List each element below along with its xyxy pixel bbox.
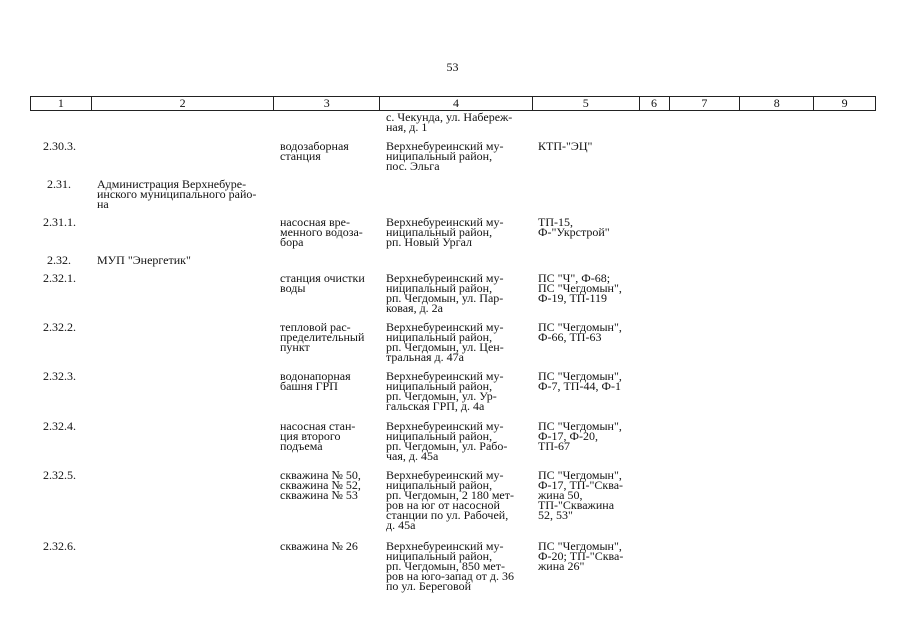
table-row xyxy=(30,141,876,179)
row-organization: Администрация Верхнебуре- инского муниципального райо- на xyxy=(97,177,257,211)
row-power-source: ПС "Чегдомын", Ф-17, ТП-"Сква- жина 50, ТП-"Скважина 52, 53" xyxy=(538,468,624,522)
row-number: 2.32.1. xyxy=(43,271,76,285)
row-power-source: ПС "Ч", Ф-68; ПС "Чегдомын", Ф-19, ТП-119 xyxy=(538,271,622,305)
row-address: Верхнебуреинский му- ниципальный район, рп. Чегдомын, ул. Ур- гальская ГРП, д. 4а xyxy=(386,369,504,413)
row-number: 2.30.3. xyxy=(43,139,76,153)
header-col-2: 2 xyxy=(92,97,275,110)
row-power-source: ПС "Чегдомын", Ф-17, Ф-20, ТП-67 xyxy=(538,419,622,453)
row-number: 2.32. xyxy=(47,253,71,267)
row-address: Верхнебуреинский му- ниципальный район, рп. Новый Ургал xyxy=(386,215,504,249)
table-row xyxy=(30,112,876,141)
header-col-8: 8 xyxy=(740,97,814,110)
table-row xyxy=(30,322,876,371)
row-number: 2.32.2. xyxy=(43,320,76,334)
table-body xyxy=(30,112,876,601)
header-col-6: 6 xyxy=(640,97,670,110)
row-address: Верхнебуреинский му- ниципальный район, рп. Чегдомын, 2 180 мет- ров на юг от насосной станции по ул. Рабочей, д. 45а xyxy=(386,468,514,532)
header-col-5: 5 xyxy=(533,97,640,110)
table-header xyxy=(30,96,876,111)
header-col-1: 1 xyxy=(31,97,92,110)
table-row xyxy=(30,371,876,421)
row-power-source: ПС "Чегдомын", Ф-20; ТП-"Сква- жина 26" xyxy=(538,539,624,573)
row-organization: МУП "Энергетик" xyxy=(97,253,191,267)
row-number: 2.32.4. xyxy=(43,419,76,433)
table-row xyxy=(30,179,876,217)
row-address: Верхнебуреинский му- ниципальный район, рп. Чегдомын, ул. Цен- тральная д. 47а xyxy=(386,320,504,364)
row-address: Верхнебуреинский му- ниципальный район, пос. Эльга xyxy=(386,139,504,173)
row-number: 2.31. xyxy=(47,177,71,191)
row-power-source: ТП-15, Ф-"Укрстрой" xyxy=(538,215,610,239)
row-number: 2.32.3. xyxy=(43,369,76,383)
header-col-3: 3 xyxy=(274,97,380,110)
table-row xyxy=(30,273,876,322)
header-col-7: 7 xyxy=(670,97,741,110)
row-object: насосная вре- менного водоза- бора xyxy=(280,215,363,249)
row-address: с. Чекунда, ул. Набереж- ная, д. 1 xyxy=(386,110,513,134)
row-address: Верхнебуреинский му- ниципальный район, рп. Чегдомын, ул. Пар- ковая, д. 2а xyxy=(386,271,504,315)
row-number: 2.31.1. xyxy=(43,215,76,229)
row-object: тепловой рас- пределительный пункт xyxy=(280,320,365,354)
row-object: станция очистки воды xyxy=(280,271,365,295)
row-object: насосная стан- ция второго подъема xyxy=(280,419,356,453)
table-row xyxy=(30,470,876,541)
row-power-source: ПС "Чегдомын", Ф-7, ТП-44, Ф-1 xyxy=(538,369,622,393)
row-address: Верхнебуреинский му- ниципальный район, рп. Чегдомын, 850 мет- ров на юго-запад от д. 36 по ул. Береговой xyxy=(386,539,514,593)
row-number: 2.32.5. xyxy=(43,468,76,482)
table-row xyxy=(30,541,876,601)
row-power-source: КТП-"ЭЦ" xyxy=(538,139,593,153)
row-address: Верхнебуреинский му- ниципальный район, рп. Чегдомын, ул. Рабо- чая, д. 45а xyxy=(386,419,508,463)
header-col-4: 4 xyxy=(380,97,533,110)
header-col-9: 9 xyxy=(841,96,848,110)
row-object: водозаборная станция xyxy=(280,139,349,163)
row-object: скважина № 26 xyxy=(280,539,358,553)
table-row xyxy=(30,217,876,255)
row-power-source: ПС "Чегдомын", Ф-66, ТП-63 xyxy=(538,320,622,344)
row-number: 2.32.6. xyxy=(43,539,76,553)
page-number: 53 xyxy=(446,60,459,74)
row-object: водонапорная башня ГРП xyxy=(280,369,351,393)
row-object: скважина № 50, скважина № 52, скважина № 53 xyxy=(280,468,361,502)
table-row xyxy=(30,421,876,470)
